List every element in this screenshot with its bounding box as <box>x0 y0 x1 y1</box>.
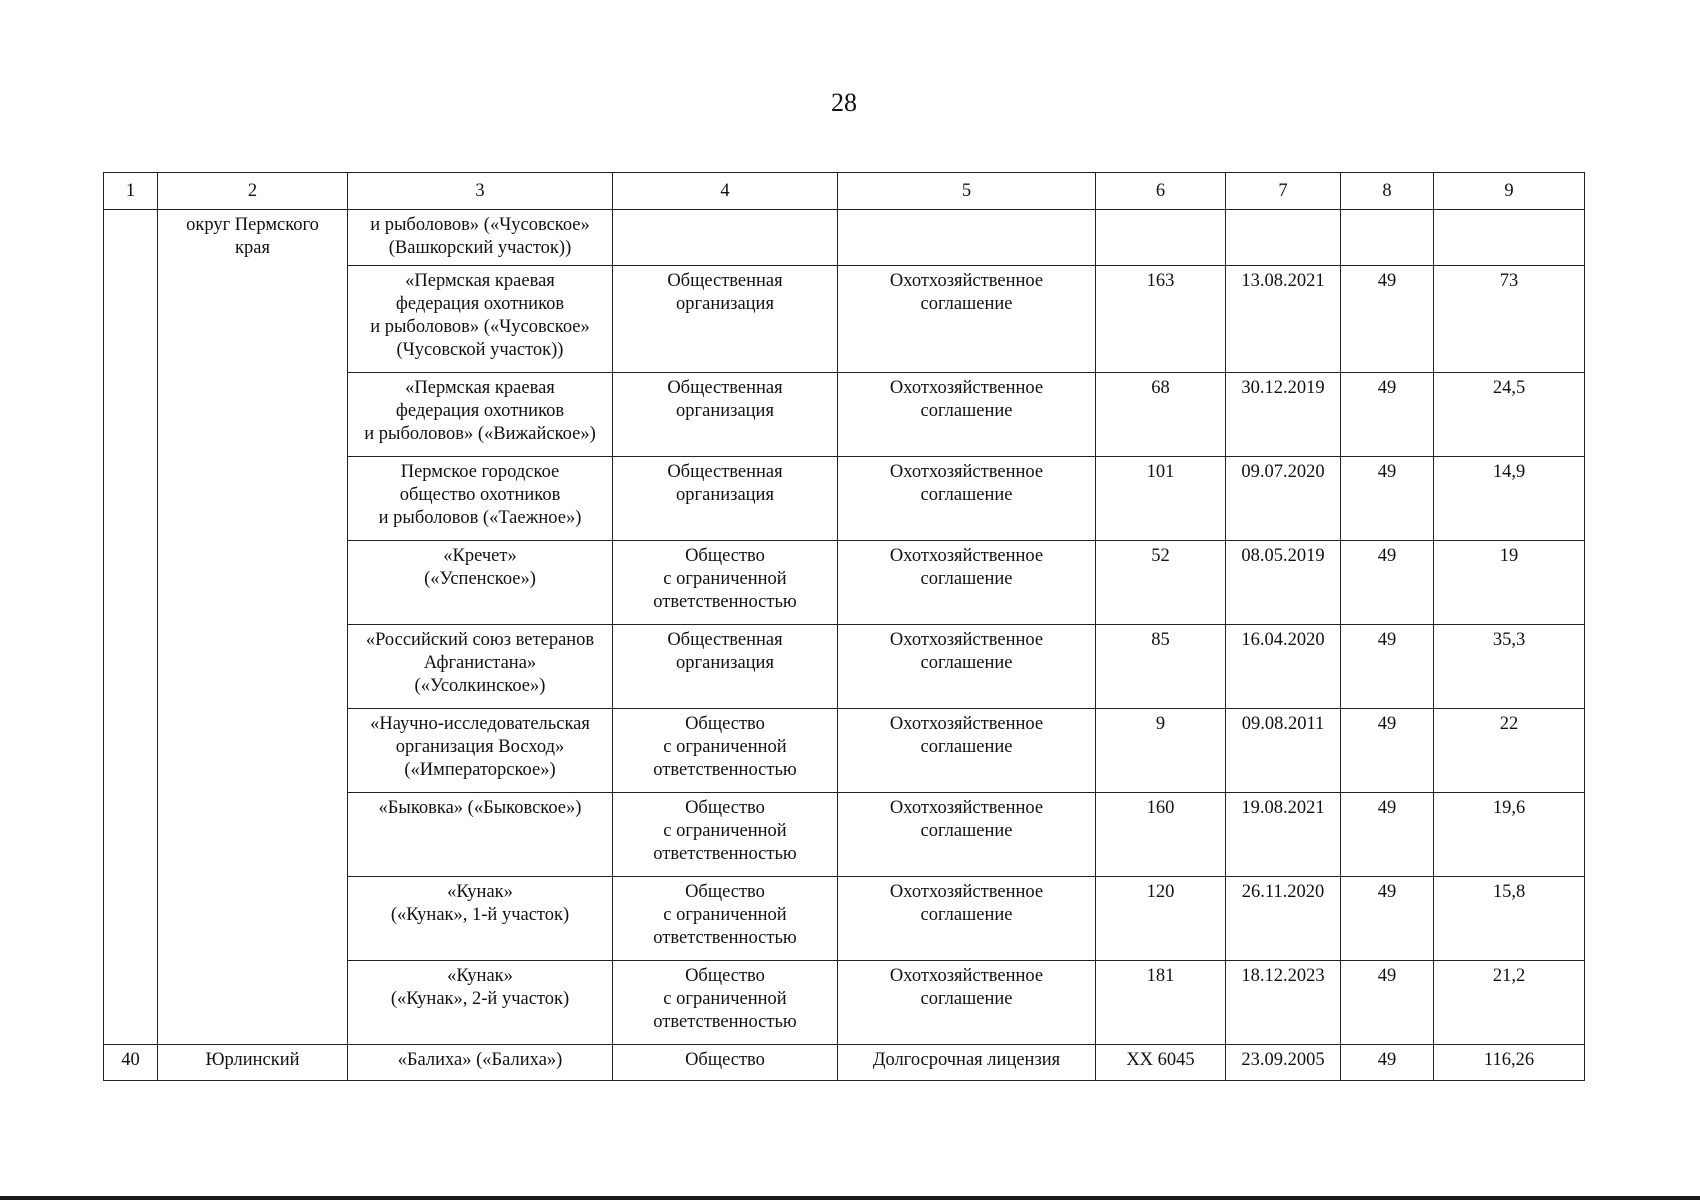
document-number-cell: 101 <box>1096 457 1226 541</box>
hunting-grounds-table <box>103 172 1585 1081</box>
column-header: 7 <box>1226 173 1341 210</box>
document-date-cell: 18.12.2023 <box>1226 961 1341 1045</box>
org-type-cell: Общественная организация <box>613 457 838 541</box>
area-cell: 19,6 <box>1434 793 1585 877</box>
org-type-cell: Общество с ограниченной ответственностью <box>613 877 838 961</box>
column-header: 1 <box>104 173 158 210</box>
column-header: 6 <box>1096 173 1226 210</box>
table-header-row <box>104 173 1585 210</box>
user-name-cell: «Кунак» («Кунак», 1-й участок) <box>348 877 613 961</box>
table-row <box>104 1045 1585 1081</box>
column-header: 4 <box>613 173 838 210</box>
column-header: 5 <box>838 173 1096 210</box>
term-cell: 49 <box>1341 709 1434 793</box>
column-header: 2 <box>158 173 348 210</box>
document-type-cell: Охотхозяйственное соглашение <box>838 961 1096 1045</box>
document-number-cell: 163 <box>1096 266 1226 373</box>
org-type-cell: Общество <box>613 1045 838 1081</box>
column-header: 3 <box>348 173 613 210</box>
area-cell: 116,26 <box>1434 1045 1585 1081</box>
district-cell: округ Пермского края <box>158 210 348 1045</box>
user-name-cell: «Научно-исследовательская организация Восход» («Императорское») <box>348 709 613 793</box>
document-type-cell: Охотхозяйственное соглашение <box>838 457 1096 541</box>
term-cell: 49 <box>1341 457 1434 541</box>
column-header: 9 <box>1434 173 1585 210</box>
org-type-cell: Общественная организация <box>613 373 838 457</box>
document-type-cell: Охотхозяйственное соглашение <box>838 541 1096 625</box>
scan-edge <box>0 1196 1700 1200</box>
term-cell: 49 <box>1341 625 1434 709</box>
document-number-cell: 160 <box>1096 793 1226 877</box>
term-cell: 49 <box>1341 961 1434 1045</box>
table-row <box>104 210 1585 266</box>
row-number-cell <box>104 210 158 1045</box>
document-date-cell: 16.04.2020 <box>1226 625 1341 709</box>
area-cell: 14,9 <box>1434 457 1585 541</box>
document-date-cell: 23.09.2005 <box>1226 1045 1341 1081</box>
document-date-cell: 09.08.2011 <box>1226 709 1341 793</box>
document-type-cell: Охотхозяйственное соглашение <box>838 373 1096 457</box>
org-type-cell: Общественная организация <box>613 625 838 709</box>
user-name-cell: «Пермская краевая федерация охотников и рыболовов» («Чусовское» (Чусовской участок)) <box>348 266 613 373</box>
term-cell: 49 <box>1341 793 1434 877</box>
user-name-cell: Пермское городское общество охотников и рыболовов («Таежное») <box>348 457 613 541</box>
area-cell <box>1434 210 1585 266</box>
document-number-cell: 120 <box>1096 877 1226 961</box>
user-name-cell: «Кречет» («Успенское») <box>348 541 613 625</box>
org-type-cell: Общественная организация <box>613 266 838 373</box>
document-type-cell: Охотхозяйственное соглашение <box>838 266 1096 373</box>
org-type-cell: Общество с ограниченной ответственностью <box>613 961 838 1045</box>
term-cell: 49 <box>1341 541 1434 625</box>
document-date-cell: 08.05.2019 <box>1226 541 1341 625</box>
area-cell: 24,5 <box>1434 373 1585 457</box>
district-cell: Юрлинский <box>158 1045 348 1081</box>
column-header: 8 <box>1341 173 1434 210</box>
area-cell: 19 <box>1434 541 1585 625</box>
document-type-cell: Долгосрочная лицензия <box>838 1045 1096 1081</box>
org-type-cell: Общество с ограниченной ответственностью <box>613 709 838 793</box>
term-cell: 49 <box>1341 266 1434 373</box>
term-cell: 49 <box>1341 1045 1434 1081</box>
document-type-cell: Охотхозяйственное соглашение <box>838 793 1096 877</box>
org-type-cell <box>613 210 838 266</box>
area-cell: 35,3 <box>1434 625 1585 709</box>
document-number-cell: 85 <box>1096 625 1226 709</box>
org-type-cell: Общество с ограниченной ответственностью <box>613 793 838 877</box>
user-name-cell: «Пермская краевая федерация охотников и рыболовов» («Вижайское») <box>348 373 613 457</box>
term-cell: 49 <box>1341 877 1434 961</box>
user-name-cell: «Балиха» («Балиха») <box>348 1045 613 1081</box>
area-cell: 15,8 <box>1434 877 1585 961</box>
document-date-cell <box>1226 210 1341 266</box>
document-date-cell: 19.08.2021 <box>1226 793 1341 877</box>
org-type-cell: Общество с ограниченной ответственностью <box>613 541 838 625</box>
area-cell: 22 <box>1434 709 1585 793</box>
document-date-cell: 09.07.2020 <box>1226 457 1341 541</box>
document-date-cell: 13.08.2021 <box>1226 266 1341 373</box>
term-cell: 49 <box>1341 373 1434 457</box>
user-name-cell: «Российский союз ветеранов Афганистана» («Усолкинское») <box>348 625 613 709</box>
document-number-cell: 181 <box>1096 961 1226 1045</box>
document-type-cell <box>838 210 1096 266</box>
document-number-cell <box>1096 210 1226 266</box>
document-number-cell: 68 <box>1096 373 1226 457</box>
document-date-cell: 26.11.2020 <box>1226 877 1341 961</box>
area-cell: 73 <box>1434 266 1585 373</box>
user-name-cell: и рыболовов» («Чусовское» (Вашкорский участок)) <box>348 210 613 266</box>
document-number-cell: 9 <box>1096 709 1226 793</box>
page-number: 28 <box>831 88 857 117</box>
document-number-cell: XX 6045 <box>1096 1045 1226 1081</box>
term-cell <box>1341 210 1434 266</box>
document-type-cell: Охотхозяйственное соглашение <box>838 709 1096 793</box>
row-number-cell: 40 <box>104 1045 158 1081</box>
document-date-cell: 30.12.2019 <box>1226 373 1341 457</box>
user-name-cell: «Быковка» («Быковское») <box>348 793 613 877</box>
document-type-cell: Охотхозяйственное соглашение <box>838 877 1096 961</box>
document-number-cell: 52 <box>1096 541 1226 625</box>
area-cell: 21,2 <box>1434 961 1585 1045</box>
user-name-cell: «Кунак» («Кунак», 2-й участок) <box>348 961 613 1045</box>
document-type-cell: Охотхозяйственное соглашение <box>838 625 1096 709</box>
